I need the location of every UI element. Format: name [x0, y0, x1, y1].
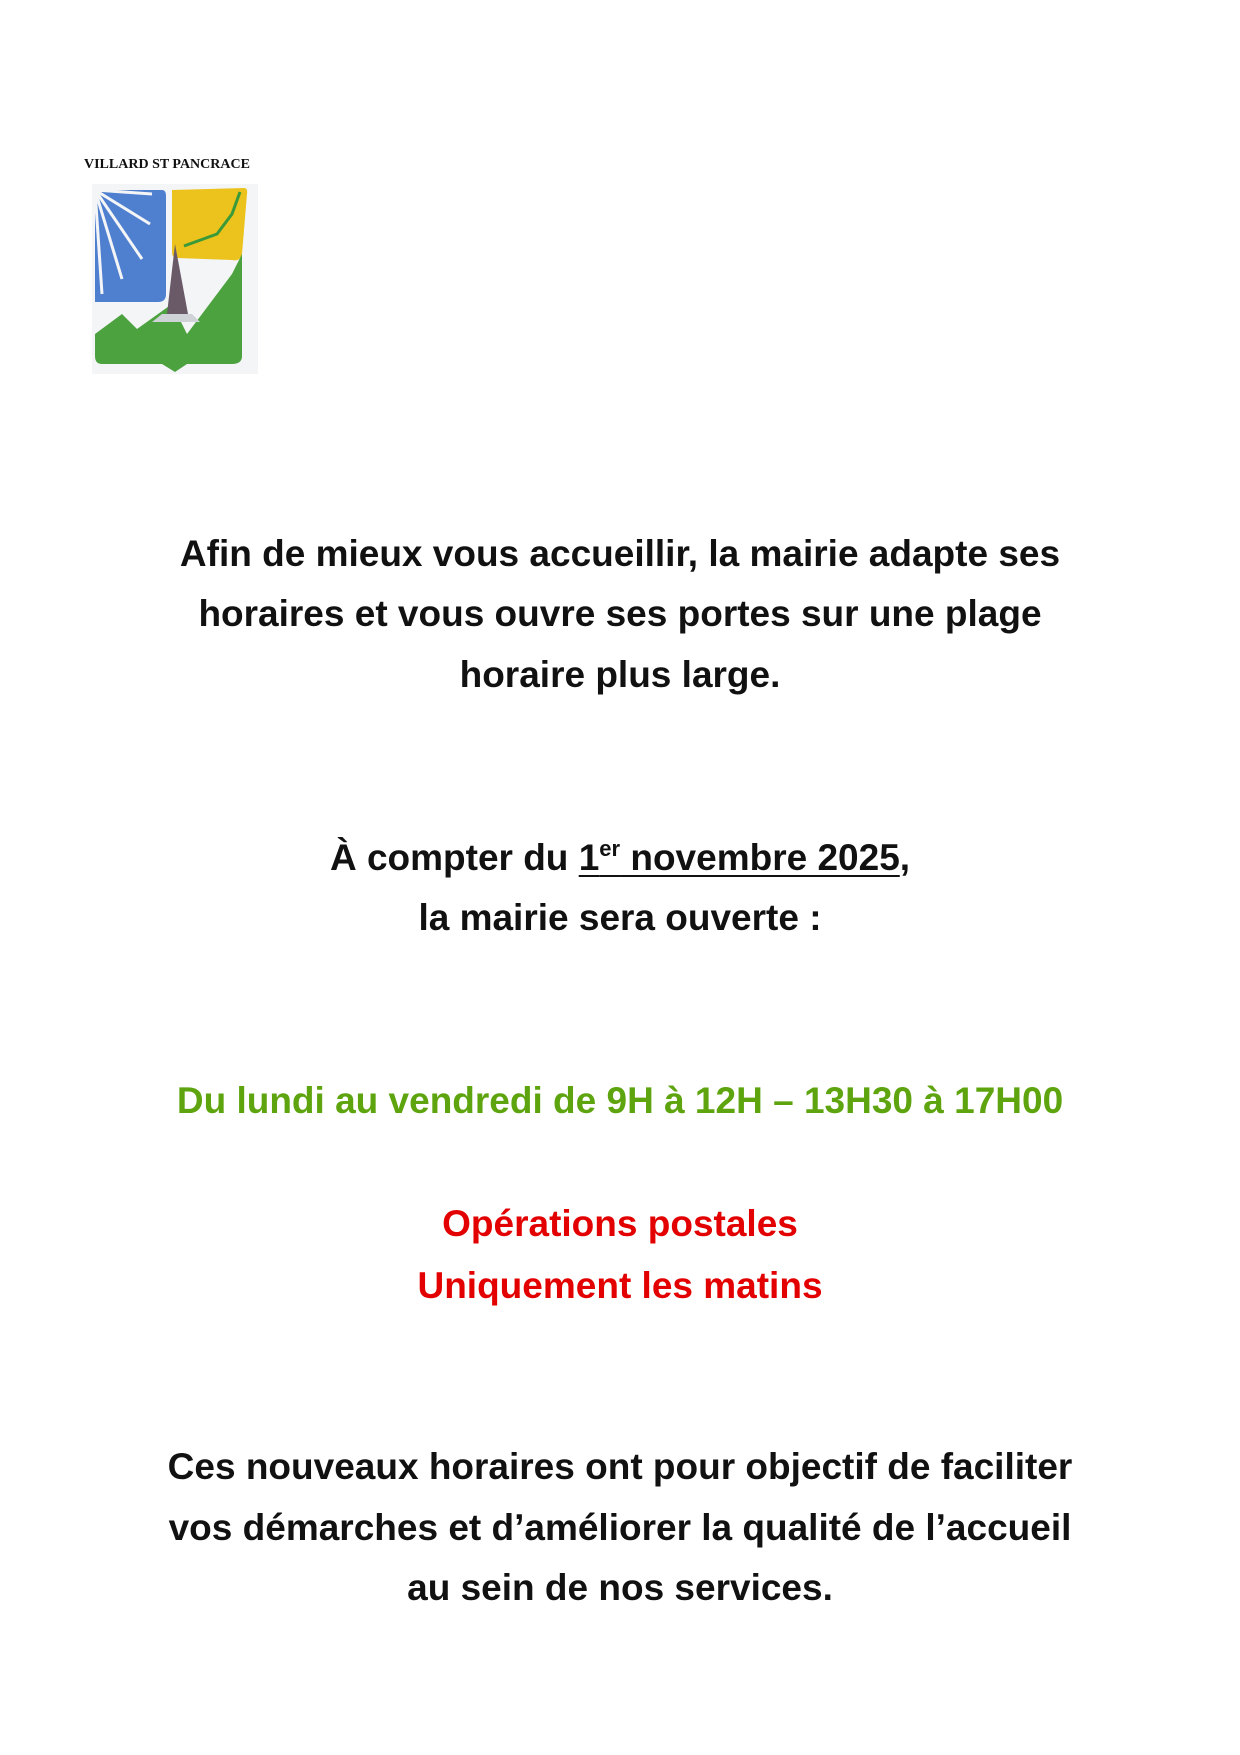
closing-line-3: au sein de nos services.	[407, 1567, 833, 1608]
effective-comma: ,	[899, 837, 911, 878]
effective-date-line	[0, 828, 1240, 888]
postal-line-2: Uniquement les matins	[417, 1265, 823, 1306]
intro-line-3: horaire plus large.	[459, 654, 781, 695]
effective-prefix: À compter du	[329, 837, 579, 878]
effective-month-year: novembre 2025	[620, 837, 900, 878]
postal-line-1: Opérations postales	[442, 1203, 798, 1244]
effective-line-2: la mairie sera ouverte :	[418, 897, 822, 938]
intro-line-1: Afin de mieux vous accueillir, la mairie adapte ses	[179, 533, 1061, 574]
effective-day: 1	[578, 837, 600, 878]
opening-hours: Du lundi au vendredi de 9H à 12H – 13H30 à 17H00	[176, 1080, 1064, 1121]
intro-line-2: horaires et vous ouvre ses portes sur une plage	[198, 593, 1042, 634]
effective-date	[579, 837, 900, 878]
coat-of-arms-logo	[92, 184, 258, 374]
closing-line-1: Ces nouveaux horaires ont pour objectif de faciliter	[167, 1446, 1073, 1487]
effective-day-suffix: er	[599, 836, 621, 861]
closing-line-2: vos démarches et d’améliorer la qualité de l’accueil	[168, 1507, 1072, 1548]
municipality-name: VILLARD ST PANCRACE	[84, 157, 250, 172]
